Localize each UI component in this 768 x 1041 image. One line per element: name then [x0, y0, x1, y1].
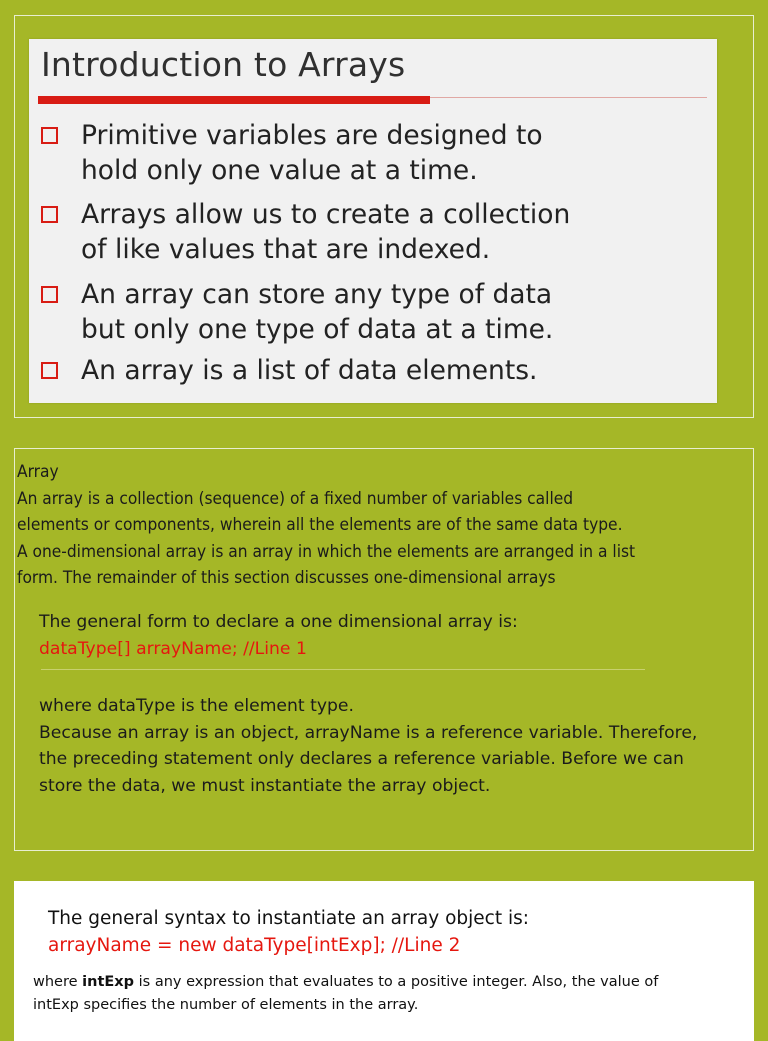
bullet-line: Primitive variables are designed to: [81, 120, 543, 151]
instantiate-heading-block: [48, 905, 529, 959]
declaration-code: dataType[] arrayName; //Line 1: [39, 638, 307, 659]
definition-line: An array is a collection (sequence) of a fixed number of variables called: [17, 488, 574, 509]
explanation-line: the preceding statement only declares a reference variable. Before we can: [39, 749, 684, 769]
definition-line: form. The remainder of this section discusses one-dimensional arrays: [17, 568, 556, 588]
bullet-line: An array can store any type of data: [81, 279, 553, 310]
instantiate-code: arrayName = new dataType[intExp]; //Line 2: [48, 935, 461, 956]
square-bullet-icon: [41, 206, 58, 223]
square-bullet-icon: [41, 127, 58, 144]
title-underline-thin: [430, 97, 707, 98]
slide-intro-to-arrays: [14, 15, 754, 418]
slide-image-panel: [29, 39, 717, 403]
body-line: [33, 971, 733, 994]
instantiate-intro: The general syntax to instantiate an array object is:: [48, 908, 529, 929]
definition-line: elements or components, wherein all the elements are of the same data type.: [17, 515, 623, 535]
declaration-block: [39, 609, 739, 662]
definition-heading: Array: [17, 462, 59, 482]
bullet-line: An array is a list of data elements.: [81, 355, 538, 386]
square-bullet-icon: [41, 362, 58, 379]
slide-title: Introduction to Arrays: [41, 45, 406, 84]
instantiate-body: [33, 971, 733, 1017]
body-line: intExp specifies the number of elements in the array.: [33, 997, 419, 1013]
explanation-line: Because an array is an object, arrayName is a reference variable. Therefore,: [39, 722, 698, 743]
explanation-line: where dataType is the element type.: [39, 696, 354, 716]
definition-paragraph: [17, 459, 753, 592]
body-text: where: [33, 974, 83, 990]
body-bold-term: intExp: [82, 974, 135, 990]
definition-line: A one-dimensional array is an array in which the elements are arranged in a list: [17, 541, 636, 562]
title-underline-red: [38, 96, 430, 104]
explanation-line: store the data, we must instantiate the array object.: [39, 775, 491, 796]
explanation-block: [39, 693, 739, 799]
bullet-line: of like values that are indexed.: [81, 234, 491, 265]
slide-instantiate-array: [14, 881, 754, 1041]
bullet-line: hold only one value at a time.: [81, 155, 478, 186]
body-text: is any expression that evaluates to a positive integer. Also, the value of: [134, 974, 659, 990]
bullet-line: Arrays allow us to create a collection: [81, 199, 571, 230]
declaration-intro: The general form to declare a one dimensional array is:: [39, 612, 518, 632]
square-bullet-icon: [41, 286, 58, 303]
bullet-line: but only one type of data at a time.: [81, 314, 554, 345]
divider-line: [41, 669, 645, 670]
slide-array-definition: [14, 448, 754, 851]
